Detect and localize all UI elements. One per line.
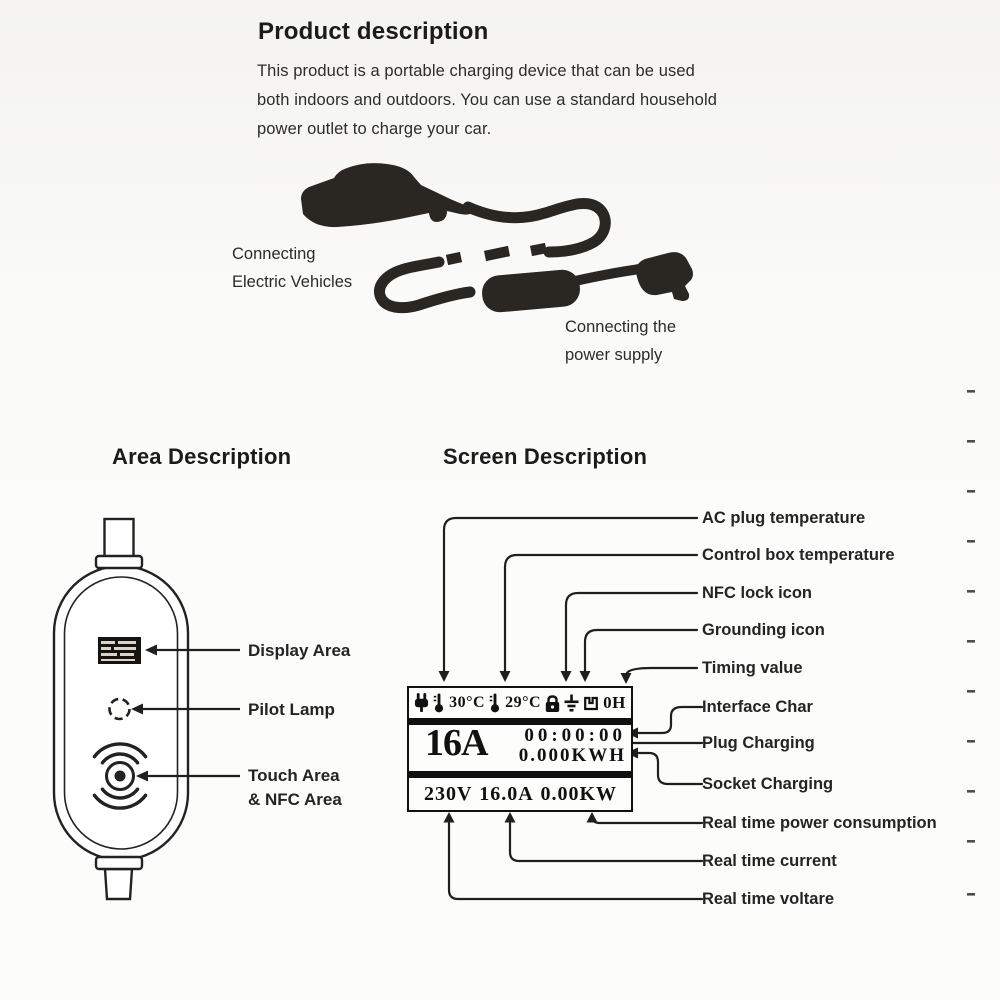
cable-dashes <box>447 248 546 260</box>
control-box-shape <box>481 268 582 313</box>
right-edge-marks <box>967 390 975 896</box>
callout-ac-plug-temperature: AC plug temperature <box>702 509 866 527</box>
plug-icon <box>414 693 429 713</box>
device-collar-bottom <box>96 857 142 869</box>
nfc-lock-icon <box>545 694 560 713</box>
callout-control-box-temperature: Control box temperature <box>702 546 895 564</box>
label-connecting-psu-2: power supply <box>565 346 663 364</box>
thermometer-icon <box>489 693 501 713</box>
ev-connector-shape <box>301 163 476 227</box>
lcd-energy: 0.000KWH <box>518 745 626 766</box>
lcd-plug-temp: 30°C <box>449 694 486 711</box>
callout-real-time-power-consumption: Real time power consumption <box>702 814 937 832</box>
touch-area-label-line-1: Touch Area <box>248 766 340 785</box>
device-pilot-lamp <box>110 699 130 719</box>
callout-interface-char: Interface Char <box>702 698 813 716</box>
label-connecting-ev-2: Electric Vehicles <box>232 273 353 291</box>
cable-lower <box>379 262 470 308</box>
label-connecting-psu-1: Connecting the <box>565 318 676 336</box>
lcd-hours: 0H <box>603 693 626 712</box>
grounding-icon <box>564 694 579 713</box>
lcd-amps-setting: 16A <box>425 722 488 764</box>
product-body-line-3: power outlet to charge your car. <box>257 120 492 138</box>
callout-grounding-icon: Grounding icon <box>702 621 825 639</box>
device-neck-bottom <box>105 869 132 899</box>
lcd-box-temp: 29°C <box>505 694 542 711</box>
thermometer-icon <box>433 693 445 713</box>
product-body-line-2: both indoors and outdoors. You can use a standard household <box>257 91 718 109</box>
lcd-power: 0.00KW <box>540 782 617 805</box>
area-title: Area Description <box>112 444 292 469</box>
callout-nfc-lock-icon: NFC lock icon <box>702 584 813 602</box>
lcd-main-row <box>409 722 631 771</box>
screen-title: Screen Description <box>443 444 648 469</box>
touch-area-label-line-2: & NFC Area <box>248 790 342 809</box>
cable-to-plug <box>575 269 640 281</box>
device-display-thumbnail <box>98 637 141 664</box>
callout-socket-charging: Socket Charging <box>702 775 834 793</box>
lcd-display <box>407 686 633 812</box>
callout-plug-charging: Plug Charging <box>702 734 815 752</box>
socket-state-icon <box>583 695 599 711</box>
lcd-time: 00:00:00 <box>524 725 626 746</box>
lcd-current: 16.0A <box>479 782 534 805</box>
device-neck-top <box>105 519 134 558</box>
lcd-status-row <box>409 688 631 718</box>
callout-timing-value: Timing value <box>702 659 803 677</box>
label-connecting-ev-1: Connecting <box>232 245 316 263</box>
lcd-voltage: 230V <box>424 782 473 805</box>
callout-real-time-current: Real time current <box>702 852 837 870</box>
device-collar-top <box>96 556 142 568</box>
callout-real-time-voltage: Real time voltare <box>702 890 835 908</box>
product-body-line-1: This product is a portable charging device that can be used <box>257 62 695 80</box>
pilot-lamp-label: Pilot Lamp <box>248 700 335 719</box>
cable-illustration <box>301 163 693 314</box>
power-plug-shape <box>636 252 693 301</box>
display-area-label: Display Area <box>248 641 351 660</box>
product-title: Product description <box>258 18 489 45</box>
lcd-measurements-row <box>409 778 631 810</box>
